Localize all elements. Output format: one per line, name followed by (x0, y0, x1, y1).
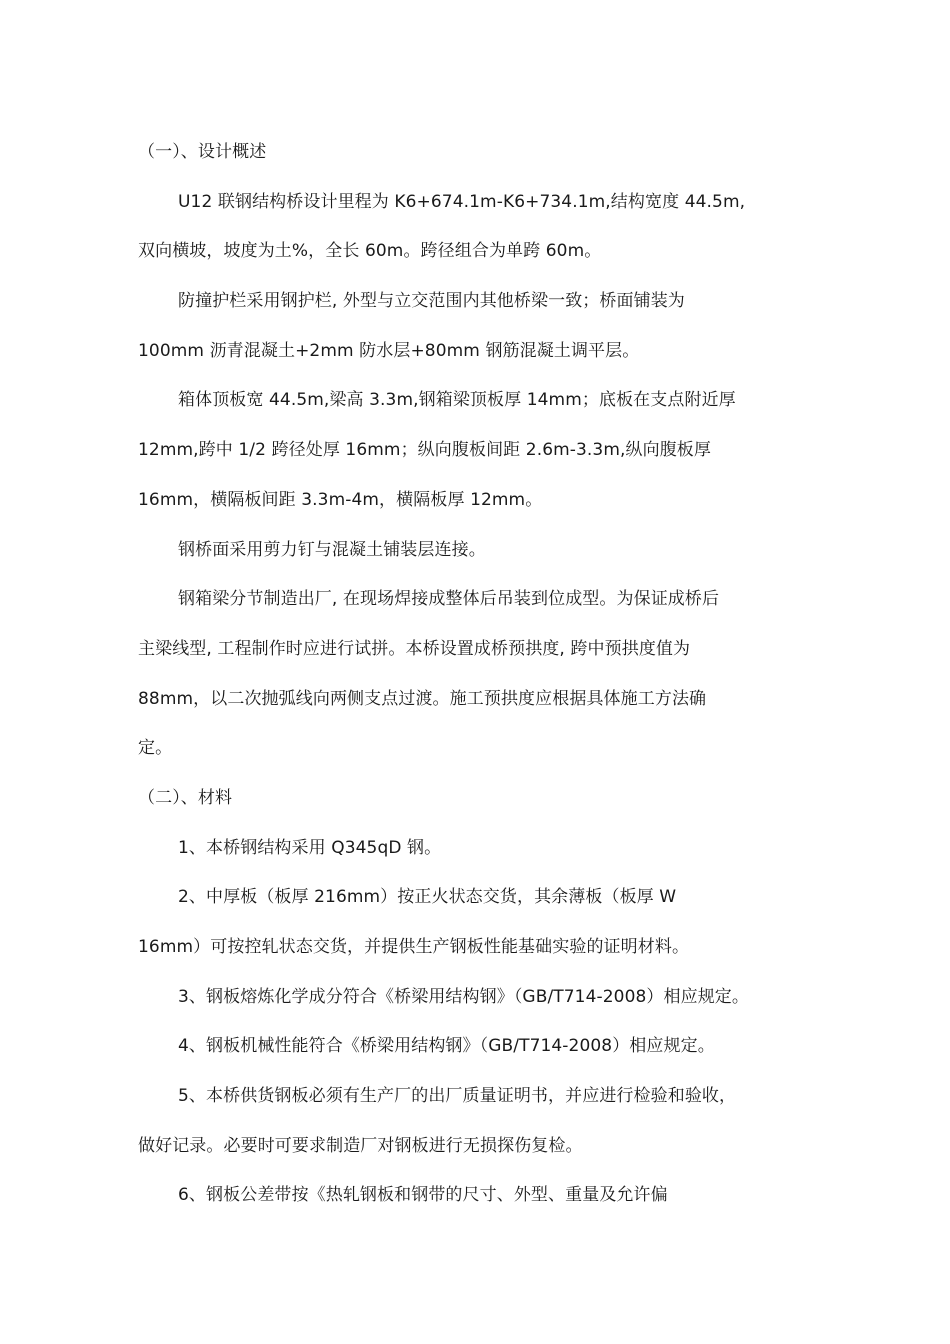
paragraph-line: 双向横坡，坡度为土%，全长 60m。跨径组合为单跨 60m。 (138, 241, 602, 262)
paragraph-line: 防撞护栏采用钢护栏, 外型与立交范围内其他桥梁一致；桥面铺装为 (178, 291, 685, 312)
paragraph-line: 钢桥面采用剪力钉与混凝土铺装层连接。 (178, 539, 486, 560)
paragraph-line: 定。 (138, 738, 173, 759)
list-item-1: 1、本桥钢结构采用 Q345qD 钢。 (178, 837, 442, 858)
paragraph-line: 100mm 沥青混凝土+2mm 防水层+80mm 钢筋混凝土调平层。 (138, 340, 640, 361)
list-item-6: 6、钢板公差带按《热轧钢板和钢带的尺寸、外型、重量及允许偏 (178, 1185, 668, 1206)
paragraph-line: 钢箱梁分节制造出厂, 在现场焊接成整体后吊装到位成型。为保证成桥后 (178, 589, 720, 610)
list-item-2: 2、中厚板（板厚 216mm）按正火状态交货，其余薄板（板厚 W (178, 887, 677, 908)
list-item-5: 5、本桥供货钢板必须有生产厂的出厂质量证明书，并应进行检验和验收， (178, 1086, 737, 1107)
paragraph-line: 12mm,跨中 1/2 跨径处厚 16mm；纵向腹板间距 2.6m-3.3m,纵向腹板厚 (138, 440, 712, 461)
paragraph-line: 做好记录。必要时可要求制造厂对钢板进行无损探伤复检。 (138, 1135, 583, 1156)
section-heading-materials: （二）、材料 (138, 787, 233, 808)
list-item-4: 4、钢板机械性能符合《桥梁用结构钢》（GB/T714-2008）相应规定。 (178, 1036, 715, 1057)
paragraph-line: 箱体顶板宽 44.5m,梁高 3.3m,钢箱梁顶板厚 14mm；底板在支点附近厚 (178, 390, 736, 411)
paragraph-line: 主梁线型, 工程制作时应进行试拼。本桥设置成桥预拱度, 跨中预拱度值为 (138, 638, 691, 659)
document-body (138, 128, 838, 1221)
paragraph-line: 16mm）可按控轧状态交货，并提供生产钢板性能基础实验的证明材料。 (138, 937, 690, 957)
paragraph-line: 88mm，以二次抛弧线向两侧支点过渡。施工预拱度应根据具体施工方法确 (138, 688, 707, 709)
section-heading-design-overview: （一）、设计概述 (138, 142, 267, 162)
list-item-3: 3、钢板熔炼化学成分符合《桥梁用结构钢》（GB/T714-2008）相应规定。 (178, 986, 750, 1007)
paragraph-line: U12 联钢结构桥设计里程为 K6+674.1m-K6+734.1m,结构宽度 44.5m, (178, 191, 746, 212)
paragraph-line: 16mm，横隔板间距 3.3m-4m，横隔板厚 12mm。 (138, 489, 543, 510)
